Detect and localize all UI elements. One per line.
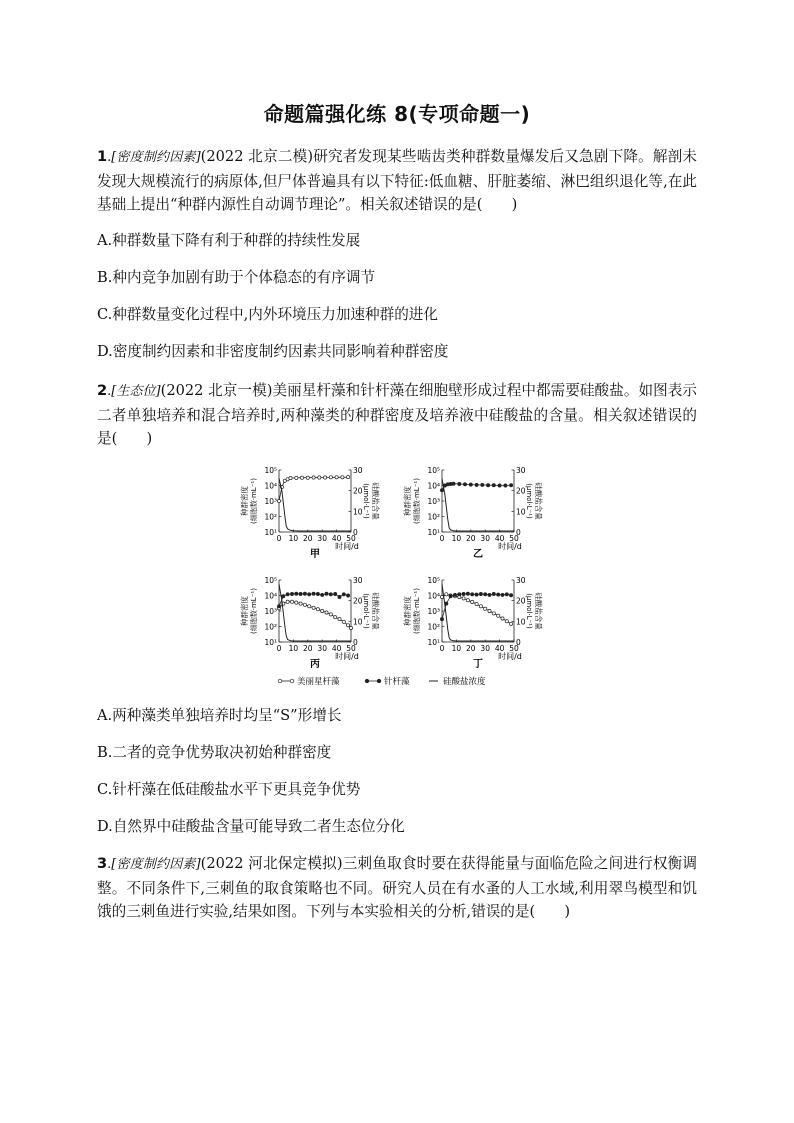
panel-3-synedra-point (282, 595, 285, 598)
panel-1-asterionella-point (318, 476, 321, 479)
panel-3-synedra-point (290, 592, 293, 595)
page-title: 命题篇强化练 8(专项命题一) (263, 102, 531, 126)
panel-1-left-axis-title-2: (细胞数·mL⁻¹) (250, 478, 258, 524)
panel-3-y2-tick-label: 0 (353, 638, 358, 647)
legend-silicate-label: 硅酸盐浓度 (443, 677, 486, 687)
panel-1-asterionella-line (279, 477, 348, 501)
panel-3-asterionella-point (286, 600, 289, 603)
panel-1-title: 甲 (310, 549, 320, 560)
panel-2-y-tick-label: 10⁵ (427, 466, 440, 475)
panel-1-asterionella-point (306, 476, 309, 479)
panel-3-asterionella-point (349, 626, 352, 629)
panel-3-synedra-point (342, 593, 345, 596)
panel-4-synedra-point (510, 594, 513, 597)
panel-4-title: 丁 (473, 659, 483, 670)
panel-1-y-tick-label: 10⁵ (264, 466, 277, 475)
panel-2-synedra-point (487, 484, 490, 487)
panel-4-synedra-point (462, 592, 465, 595)
algae-figure-svg (232, 462, 562, 690)
panel-3-synedra-point (347, 594, 350, 597)
panel-2-synedra-point (475, 483, 478, 486)
panel-4-asterionella-point (510, 622, 513, 625)
panel-4-asterionella-point (505, 620, 508, 623)
panel-4-x-axis-label: 时间/d (498, 652, 522, 661)
panel-4-asterionella-point (462, 597, 465, 600)
panel-4-y2-tick-label: 30 (516, 576, 526, 585)
legend-asterionella-marker (290, 679, 294, 683)
panel-2-x-tick-label: 40 (494, 534, 505, 543)
panel-4-right-axis-title-2: (μmol·L⁻¹) (525, 593, 533, 629)
panel-1-asterionella-point (329, 476, 332, 479)
panel-4-synedra-point (492, 592, 495, 595)
panel-3-x-tick-label: 0 (276, 644, 282, 653)
legend-asterionella-label: 美丽星杆藻 (297, 677, 340, 687)
panel-3-y-tick-label: 10² (264, 622, 277, 632)
legend-asterionella-marker (278, 679, 282, 683)
panel-1-right-axis-title-2: (μmol·L⁻¹) (362, 483, 370, 519)
panel-2-x-tick-label: 20 (466, 534, 476, 543)
panel-4-synedra-point (453, 593, 456, 596)
panel-1-x-tick-label: 20 (303, 534, 313, 543)
panel-1-asterionella-point (341, 476, 344, 479)
question-1-option-d: D.密度制约因素和非密度制约因素共同影响着种群密度 (97, 343, 449, 360)
panel-2-y-tick-label: 10² (427, 512, 440, 522)
question-1-number: 1 (97, 148, 108, 165)
panel-1-asterionella-point (335, 476, 338, 479)
panel-4-y-tick-label: 10⁵ (427, 576, 440, 585)
question-3-number: 3 (97, 855, 108, 872)
panel-1-x-tick-label: 0 (276, 534, 282, 543)
panel-1-y-tick-label: 10¹ (264, 528, 277, 537)
legend-synedra-marker (377, 679, 381, 683)
panel-4-silicate-line (442, 584, 514, 641)
panel-3-y-tick-label: 10³ (264, 607, 277, 616)
question-1-option-a: A.种群数量下降有利于种群的持续性发展 (97, 232, 361, 249)
panel-2-synedra-point (469, 483, 472, 486)
question-2-number: 2 (97, 382, 108, 399)
panel-4-y-tick-label: 10⁴ (427, 591, 440, 601)
panel-1-y2-tick-label: 10 (353, 507, 363, 517)
panel-3-asterionella-point (342, 620, 345, 623)
panel-2-synedra-point (504, 484, 507, 487)
panel-1-asterionella-point (277, 499, 280, 502)
question-2-tag: .[生态位] (107, 384, 161, 399)
panel-4-x-tick-label: 0 (439, 644, 445, 653)
panel-1-asterionella-point (347, 476, 350, 479)
panel-1-silicate-line (279, 478, 351, 531)
panel-4-asterionella-line (442, 594, 511, 624)
panel-2-synedra-point (492, 484, 495, 487)
panel-3-synedra-point (286, 593, 289, 596)
panel-4-synedra-point (440, 618, 443, 621)
panel-1-asterionella-point (300, 476, 303, 479)
panel-4-synedra-point (466, 592, 469, 595)
panel-3-y-tick-label: 10⁴ (264, 591, 277, 601)
panel-4-synedra-point (484, 593, 487, 596)
question-2-option-b: B.二者的竞争优势取决初始种群密度 (97, 744, 332, 761)
panel-1-y2-tick-label: 30 (353, 466, 363, 475)
panel-4-asterionella-point (479, 605, 482, 608)
question-1-tag: .[密度制约因素] (107, 150, 201, 165)
panel-2-left-axis-title-2: (细胞数·mL⁻¹) (413, 478, 421, 524)
panel-3-asterionella-point (299, 602, 302, 605)
panel-3-x-tick-label: 50 (346, 644, 356, 653)
panel-3-x-tick-label: 10 (288, 644, 299, 653)
panel-4-y-tick-label: 10¹ (427, 638, 440, 647)
panel-1-asterionella-point (324, 476, 327, 479)
panel-2-title: 乙 (473, 549, 483, 560)
panel-2-y-tick-label: 10⁴ (427, 481, 440, 491)
legend-synedra-marker (365, 679, 369, 683)
panel-3-synedra-point (325, 592, 328, 595)
panel-4-x-tick-label: 10 (451, 644, 462, 653)
panel-1-y2-tick-label: 20 (353, 486, 363, 496)
panel-4-asterionella-point (445, 593, 448, 596)
panel-4-y2-tick-label: 10 (516, 617, 526, 627)
panel-1-x-tick-label: 30 (317, 534, 327, 543)
panel-4-asterionella-point (471, 600, 474, 603)
panel-1-asterionella-point (295, 476, 298, 479)
panel-4-synedra-point (497, 593, 500, 596)
panel-2-right-axis-title-2: (μmol·L⁻¹) (525, 483, 533, 519)
panel-4-right-axis-title-1: 硅酸盐含量 (534, 592, 543, 630)
panel-3-y2-tick-label: 20 (353, 596, 363, 606)
panel-2-x-axis-label: 时间/d (498, 542, 522, 551)
panel-3-synedra-point (303, 592, 306, 595)
panel-4-x-tick-label: 40 (494, 644, 505, 653)
panel-3-asterionella-line (279, 602, 351, 628)
panel-4-y2-tick-label: 20 (516, 596, 526, 606)
panel-3-x-tick-label: 40 (331, 644, 342, 653)
panel-4-synedra-line (442, 594, 511, 619)
panel-4-synedra-point (479, 592, 482, 595)
panel-3-x-tick-label: 30 (317, 644, 327, 653)
panel-3-left-axis-title-1: 种群密度 (240, 596, 249, 626)
panel-1-y2-tick-label: 0 (353, 528, 358, 537)
panel-4-asterionella-point (484, 607, 487, 610)
panel-3-right-axis-title-1: 硅酸盐含量 (371, 592, 380, 630)
panel-1-asterionella-point (312, 476, 315, 479)
panel-2-x-tick-label: 0 (439, 534, 445, 543)
panel-2-synedra-point (510, 484, 513, 487)
panel-3-y-tick-label: 10⁵ (264, 576, 277, 585)
panel-4-asterionella-point (488, 609, 491, 612)
panel-3-y2-tick-label: 30 (353, 576, 363, 585)
algae-figure (232, 462, 562, 694)
question-2-option-c: C.针杆藻在低硅酸盐水平下更具竞争优势 (97, 781, 361, 798)
panel-3-asterionella-point (295, 601, 298, 604)
panel-2-left-axis-title-1: 种群密度 (403, 486, 412, 516)
panel-2-x-tick-label: 10 (451, 534, 462, 543)
question-2-text: (2022 北京一模)美丽星杆藻和针杆藻在细胞壁形成过程中都需要硅酸盐。如图表示二者单独培养和混合培养时,两种藻类的种群密度及培养液中硅酸盐的含量。相关叙述错误的是( ) (97, 382, 697, 447)
panel-3-synedra-point (295, 592, 298, 595)
panel-3-left-axis-title-2: (细胞数·mL⁻¹) (250, 588, 258, 634)
panel-3-synedra-point (299, 592, 302, 595)
panel-1-asterionella-point (289, 477, 292, 480)
panel-2-y2-tick-label: 10 (516, 507, 526, 517)
question-1-option-c: C.种群数量变化过程中,内外环境压力加速种群的进化 (97, 306, 438, 323)
panel-2-synedra-point (498, 484, 501, 487)
panel-3-synedra-point (334, 592, 337, 595)
panel-2-y2-tick-label: 20 (516, 486, 526, 496)
panel-3-synedra-point (308, 593, 311, 596)
question-2-option-d: D.自然界中硅酸盐含量可能导致二者生态位分化 (97, 818, 405, 835)
panel-2-x-tick-label: 50 (509, 534, 519, 543)
panel-4-asterionella-point (440, 595, 443, 598)
panel-2-x-tick-label: 30 (480, 534, 490, 543)
panel-1-x-tick-label: 40 (331, 534, 342, 543)
panel-3-asterionella-point (290, 600, 293, 603)
panel-4-x-tick-label: 20 (466, 644, 476, 653)
panel-3-asterionella-point (338, 618, 341, 621)
panel-4-synedra-point (505, 593, 508, 596)
panel-4-synedra-point (488, 593, 491, 596)
panel-2-synedra-point (440, 489, 443, 492)
panel-3-synedra-point (329, 593, 332, 596)
panel-4-asterionella-point (466, 599, 469, 602)
panel-2-y2-tick-label: 0 (516, 528, 521, 537)
panel-4-y-tick-label: 10² (427, 622, 440, 632)
panel-3-asterionella-point (334, 616, 337, 619)
panel-1-y-tick-label: 10⁴ (264, 481, 277, 491)
panel-1-left-axis-title-1: 种群密度 (240, 486, 249, 516)
question-1-text: (2022 北京二模)研究者发现某些啮齿类种群数量爆发后又急剧下降。解剖未发现大规模流行的病原体,但尸体普遍具有以下特征:低血糖、肝脏萎缩、淋巴组织退化等,在此基础上提出“种群内源性自动调节理论”。相关叙述错误的是( ) (97, 148, 698, 213)
panel-3-title: 丙 (310, 659, 320, 670)
panel-3-asterionella-point (308, 605, 311, 608)
panel-3-asterionella-point (303, 603, 306, 606)
panel-1-y-tick-label: 10² (264, 512, 277, 522)
panel-3-y2-tick-label: 10 (353, 617, 363, 627)
panel-3-synedra-point (277, 605, 280, 608)
panel-4-left-axis-title-2: (细胞数·mL⁻¹) (413, 588, 421, 634)
question-1-stem (97, 145, 697, 217)
panel-1-x-tick-label: 50 (346, 534, 356, 543)
panel-2-synedra-point (463, 483, 466, 486)
panel-1-right-axis-title-1: 硅酸盐含量 (371, 482, 380, 520)
panel-3-asterionella-point (329, 613, 332, 616)
question-1-option-b: B.种内竞争加剧有助于个体稳态的有序调节 (97, 269, 376, 286)
panel-4-asterionella-point (475, 603, 478, 606)
panel-2-synedra-point (452, 482, 455, 485)
panel-4-asterionella-point (492, 612, 495, 615)
panel-3-synedra-point (338, 595, 341, 598)
panel-3-y-tick-label: 10¹ (264, 638, 277, 647)
panel-4-y2-tick-label: 0 (516, 638, 521, 647)
panel-2-synedra-point (458, 482, 461, 485)
question-2-stem (97, 379, 697, 451)
panel-1-y-tick-label: 10³ (264, 497, 277, 506)
panel-4-left-axis-title-1: 种群密度 (403, 596, 412, 626)
panel-3-asterionella-point (312, 606, 315, 609)
panel-4-synedra-point (471, 593, 474, 596)
panel-2-synedra-point (481, 483, 484, 486)
panel-4-synedra-point (449, 595, 452, 598)
panel-3-right-axis-title-2: (μmol·L⁻¹) (362, 593, 370, 629)
panel-2-right-axis-title-1: 硅酸盐含量 (534, 482, 543, 520)
panel-1-x-axis-label: 时间/d (335, 542, 359, 551)
panel-4-asterionella-point (501, 617, 504, 620)
panel-3-asterionella-point (316, 608, 319, 611)
question-3-stem (97, 852, 697, 924)
panel-4-x-tick-label: 50 (509, 644, 519, 653)
panel-3-synedra-point (312, 592, 315, 595)
panel-4-synedra-point (501, 593, 504, 596)
panel-4-x-tick-label: 30 (480, 644, 490, 653)
question-2-option-a: A.两种藻类单独培养时均呈“S”形增长 (97, 707, 342, 724)
panel-3-x-axis-label: 时间/d (335, 652, 359, 661)
panel-4-synedra-point (475, 593, 478, 596)
legend-synedra-label: 针杆藻 (384, 677, 410, 687)
panel-3-asterionella-point (347, 624, 350, 627)
panel-4-y-tick-label: 10³ (427, 607, 440, 616)
panel-4-synedra-point (458, 593, 461, 596)
panel-3-synedra-point (321, 593, 324, 596)
question-3-tag: .[密度制约因素] (107, 857, 201, 872)
panel-2-y-tick-label: 10³ (427, 497, 440, 506)
panel-3-x-tick-label: 20 (303, 644, 313, 653)
panel-2-y2-tick-label: 30 (516, 466, 526, 475)
panel-3-asterionella-point (325, 611, 328, 614)
panel-1-x-tick-label: 10 (288, 534, 299, 543)
panel-3-asterionella-point (321, 609, 324, 612)
question-3-text: (2022 河北保定模拟)三刺鱼取食时要在获得能量与面临危险之间进行权衡调整。不同条件下,三刺鱼的取食策略也不同。研究人员在有水蚤的人工水域,利用翠鸟模型和饥饿的三刺鱼进行实验,结果如图。下列与本实验相关的分析,错误的是( ) (97, 855, 698, 920)
panel-3-synedra-point (316, 592, 319, 595)
panel-4-asterionella-point (497, 614, 500, 617)
panel-2-y-tick-label: 10¹ (427, 528, 440, 537)
